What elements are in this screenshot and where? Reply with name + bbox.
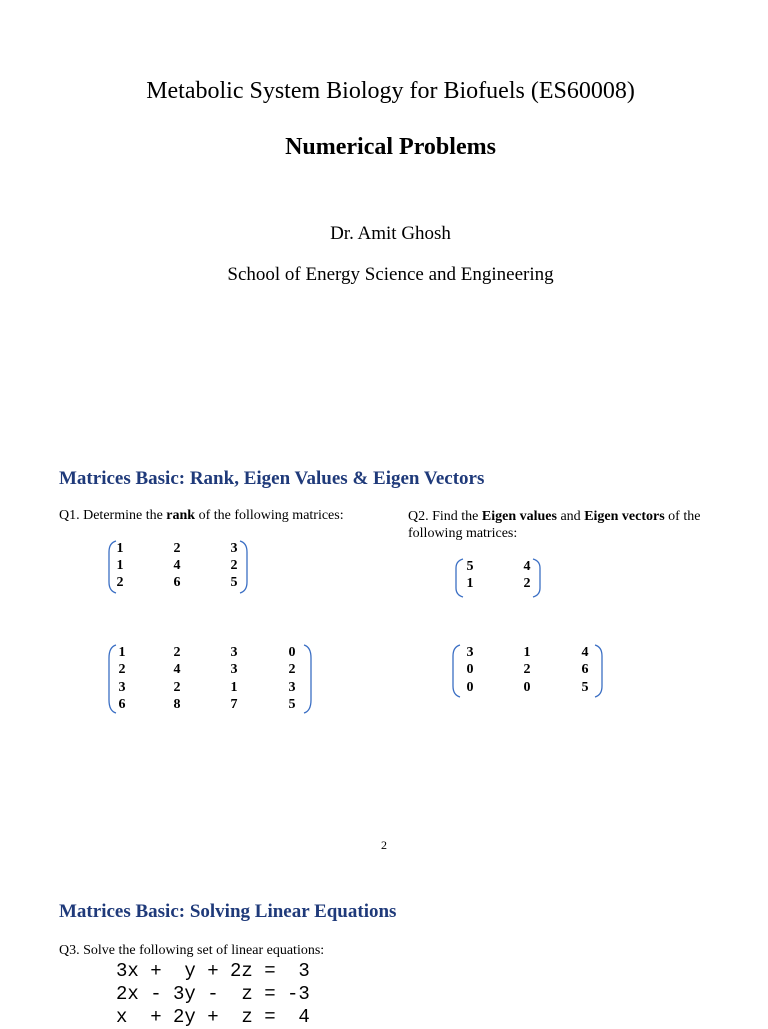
right-bracket-icon [531,558,541,598]
q2-matrix-a [455,558,541,598]
matrix-cell: 1 [118,645,126,660]
question-3: Q3. Solve the following set of linear equations: [59,943,325,958]
course-title: Metabolic System Biology for Biofuels (ES60008) [146,78,635,104]
matrix-cell: 5 [288,697,296,712]
q1-matrix-a [108,540,248,594]
matrix-cell: 2 [173,680,181,695]
matrix-cell: 1 [230,680,238,695]
matrix-cell: 0 [466,662,474,677]
page-number: 2 [381,838,387,852]
matrix-cell: 1 [523,645,531,660]
right-bracket-icon [593,644,603,698]
matrix-cell: 0 [523,680,531,695]
matrix-cell: 1 [116,558,124,573]
matrix-cell: 6 [581,662,589,677]
question-1 [59,507,344,524]
matrix-cell: 3 [230,645,238,660]
matrix-cell: 5 [581,680,589,695]
right-bracket-icon [302,644,312,714]
matrix-cell: 3 [230,662,238,677]
matrix-cell: 0 [288,645,296,660]
matrix-cell: 6 [118,697,126,712]
matrix-cell: 5 [466,559,474,574]
matrix-cell: 3 [118,680,126,695]
matrix-cell: 7 [230,697,238,712]
right-bracket-icon [238,540,248,594]
q2-middle: and [556,509,585,524]
matrix-cell: 3 [288,680,296,695]
matrix-cell: 5 [230,575,238,590]
q1-prefix: Q1. Determine the [59,508,167,523]
equation-line: x + 2y + z = 4 [116,1006,310,1028]
matrix-cell: 0 [466,680,474,695]
q1-keyword-rank: rank [166,508,196,523]
q1-matrix-b [108,644,313,714]
matrix-cell: 2 [523,576,531,591]
matrix-cell: 2 [523,662,531,677]
matrix-cell: 3 [466,645,474,660]
q2-suffix: of the [664,509,701,524]
equation-line: 2x - 3y - z = -3 [116,983,310,1005]
matrix-cell: 4 [173,558,181,573]
equation-line: 3x + y + 2z = 3 [116,960,310,982]
matrix-cell: 8 [173,697,181,712]
matrix-cell: 1 [116,541,124,556]
matrix-cell: 4 [523,559,531,574]
q2-line2: following matrices: [408,526,518,541]
question-2 [408,508,748,542]
matrix-cell: 3 [230,541,238,556]
matrix-cell: 4 [173,662,181,677]
matrix-cell: 4 [581,645,589,660]
matrix-cell: 6 [173,575,181,590]
q2-prefix: Q2. Find the [408,509,482,524]
matrix-cell: 2 [173,645,181,660]
matrix-cell: 2 [116,575,124,590]
q2-keyword-eigen-values: Eigen values [481,509,557,524]
section-heading-rank-eigen: Matrices Basic: Rank, Eigen Values & Eigen Vectors [59,468,485,489]
matrix-cell: 2 [230,558,238,573]
section-heading-linear-equations: Matrices Basic: Solving Linear Equations [59,901,397,922]
matrix-cell: 1 [466,576,474,591]
q1-suffix: of the following matrices: [195,508,344,523]
school-name: School of Energy Science and Engineering [227,264,554,285]
q2-keyword-eigen-vectors: Eigen vectors [584,509,665,524]
matrix-cell: 2 [118,662,126,677]
matrix-cell: 2 [288,662,296,677]
author-name: Dr. Amit Ghosh [330,223,451,244]
document-subtitle: Numerical Problems [285,134,496,160]
matrix-cell: 2 [173,541,181,556]
q2-matrix-b [452,644,603,698]
